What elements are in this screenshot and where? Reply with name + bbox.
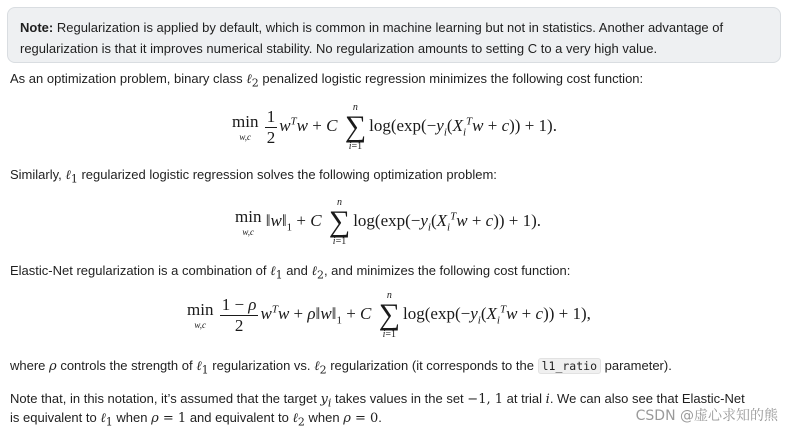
equation-l2-cost: min w,c $\frac{1}{2}$ $w^Tw + C$ n ∑ i=1 $\log(\exp(-y_i(X_i^Tw + c)) + 1)$. <box>232 102 557 152</box>
csdn-watermark: CSDN @虚心求知的熊 <box>635 408 778 424</box>
paragraph-equivalence: is equivalent to ℓ$_1$ when ρ = 1 and equivalent to ℓ$_2$ when ρ = 0. <box>10 410 382 429</box>
note-box <box>7 7 781 63</box>
paragraph-l1-intro: Similarly, ℓ$_1$ regularized logistic regression solves the following optimization problem: <box>10 167 497 186</box>
note-text: Regularization is applied by default, which is common in machine learning but not in statistics. Another advantage of regularization is that it improves numerical stability. No regularization amounts to setting C to a very high value. <box>20 20 724 56</box>
l1-ratio-code: l1_ratio <box>538 358 601 374</box>
equation-l1-cost: min w,c $‖w‖_1 + C$ n ∑ i=1 $\log(\exp(-y_i(X_i^Tw + c)) + 1)$. <box>235 197 542 247</box>
paragraph-target-values: Note that, in this notation, it’s assumed that the target $y_i$ takes values in the set −1, 1 at trial i. We can also see that Elastic-Net <box>10 391 745 410</box>
paragraph-l2-intro: As an optimization problem, binary class ℓ$_2$ penalized logistic regression minimizes the following cost function: <box>10 71 644 90</box>
paragraph-elastic-net-intro: Elastic-Net regularization is a combination of ℓ$_1$ and ℓ$_2$, and minimizes the following cost function: <box>10 263 571 282</box>
equation-elastic-net-cost: min w,c $\frac{1 - \rho}{2}$ $w^Tw$ + $\rho‖w‖_1 + C$ n ∑ i=1 $\log(\exp(-y_i(X_i^Tw + c)) + 1)$, <box>187 290 591 340</box>
paragraph-rho-explanation: where ρ controls the strength of ℓ$_1$ regularization vs. ℓ$_2$ regularization (it corresponds to the l1_ratio parameter). <box>10 358 672 377</box>
note-label: Note: <box>20 20 54 35</box>
